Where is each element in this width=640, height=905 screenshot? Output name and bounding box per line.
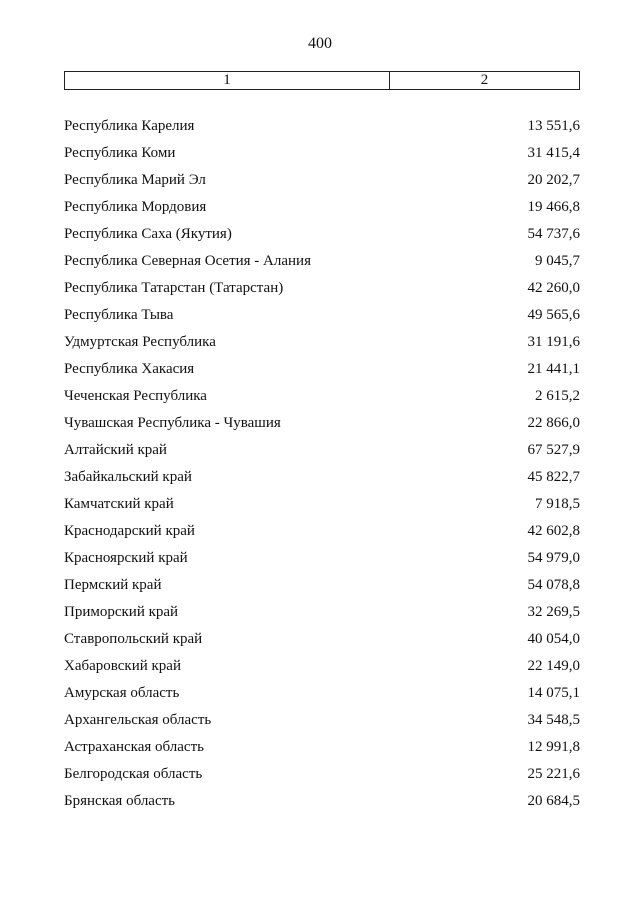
region-value: 25 221,6 [527,766,580,782]
region-name: Республика Тыва [64,307,174,323]
table-body [64,113,580,815]
region-name: Забайкальский край [64,469,192,485]
table-row [64,734,580,761]
region-value: 31 415,4 [527,145,580,161]
table-row [64,113,580,140]
table-row [64,518,580,545]
region-value: 9 045,7 [535,253,580,269]
region-name: Красноярский край [64,550,188,566]
region-name: Республика Марий Эл [64,172,206,188]
table-row [64,599,580,626]
region-name: Удмуртская Республика [64,334,216,350]
region-value: 67 527,9 [527,442,580,458]
table-row [64,221,580,248]
region-value: 20 684,5 [527,793,580,809]
region-value: 54 737,6 [527,226,580,242]
region-name: Амурская область [64,685,180,701]
region-value: 54 979,0 [527,550,580,566]
region-value: 42 602,8 [527,523,580,539]
region-value: 54 078,8 [527,577,580,593]
region-name: Республика Татарстан (Татарстан) [64,280,284,296]
page-number: 400 [308,35,332,52]
table-row [64,248,580,275]
table-row [64,140,580,167]
region-value: 42 260,0 [527,280,580,296]
region-value: 49 565,6 [527,307,580,323]
region-name: Краснодарский край [64,523,195,539]
region-value: 22 866,0 [527,415,580,431]
region-name: Республика Саха (Якутия) [64,226,232,242]
table-row [64,653,580,680]
region-value: 14 075,1 [527,685,580,701]
region-name: Ставропольский край [64,631,203,647]
region-name: Чеченская Республика [64,388,207,404]
region-value: 13 551,6 [527,118,580,134]
table-row [64,491,580,518]
region-value: 34 548,5 [527,712,580,728]
table-row [64,572,580,599]
region-value: 31 191,6 [527,334,580,350]
table-row [64,410,580,437]
table-row [64,788,580,815]
region-value: 12 991,8 [527,739,580,755]
region-name: Республика Мордовия [64,199,207,215]
region-name: Республика Хакасия [64,361,195,377]
table-row [64,464,580,491]
table-row [64,329,580,356]
region-value: 7 918,5 [535,496,580,512]
region-name: Архангельская область [64,712,212,728]
region-value: 21 441,1 [527,361,580,377]
table-row [64,680,580,707]
region-name: Алтайский край [64,442,167,458]
table-row [64,302,580,329]
region-value: 40 054,0 [527,631,580,647]
region-value: 32 269,5 [527,604,580,620]
region-name: Республика Карелия [64,118,195,134]
region-name: Республика Северная Осетия - Алания [64,253,311,269]
table-row [64,167,580,194]
table-row [64,707,580,734]
region-value: 2 615,2 [535,388,580,404]
region-name: Республика Коми [64,145,176,161]
table-row [64,356,580,383]
region-name: Камчатский край [64,496,174,512]
region-name: Чувашская Республика - Чувашия [64,415,281,431]
region-name: Приморский край [64,604,179,620]
table-row [64,437,580,464]
region-name: Белгородская область [64,766,203,782]
region-name: Астраханская область [64,739,204,755]
region-name: Хабаровский край [64,658,181,674]
region-value: 22 149,0 [527,658,580,674]
region-value: 19 466,8 [527,199,580,215]
column-header-1: 1 [65,72,390,89]
region-name: Пермский край [64,577,162,593]
table-row [64,761,580,788]
table-row [64,194,580,221]
table-row [64,626,580,653]
table-row [64,545,580,572]
region-value: 20 202,7 [527,172,580,188]
table-row [64,383,580,410]
table-header [64,71,580,90]
region-name: Брянская область [64,793,176,809]
column-header-2: 2 [480,72,489,88]
table-row [64,275,580,302]
region-value: 45 822,7 [527,469,580,485]
